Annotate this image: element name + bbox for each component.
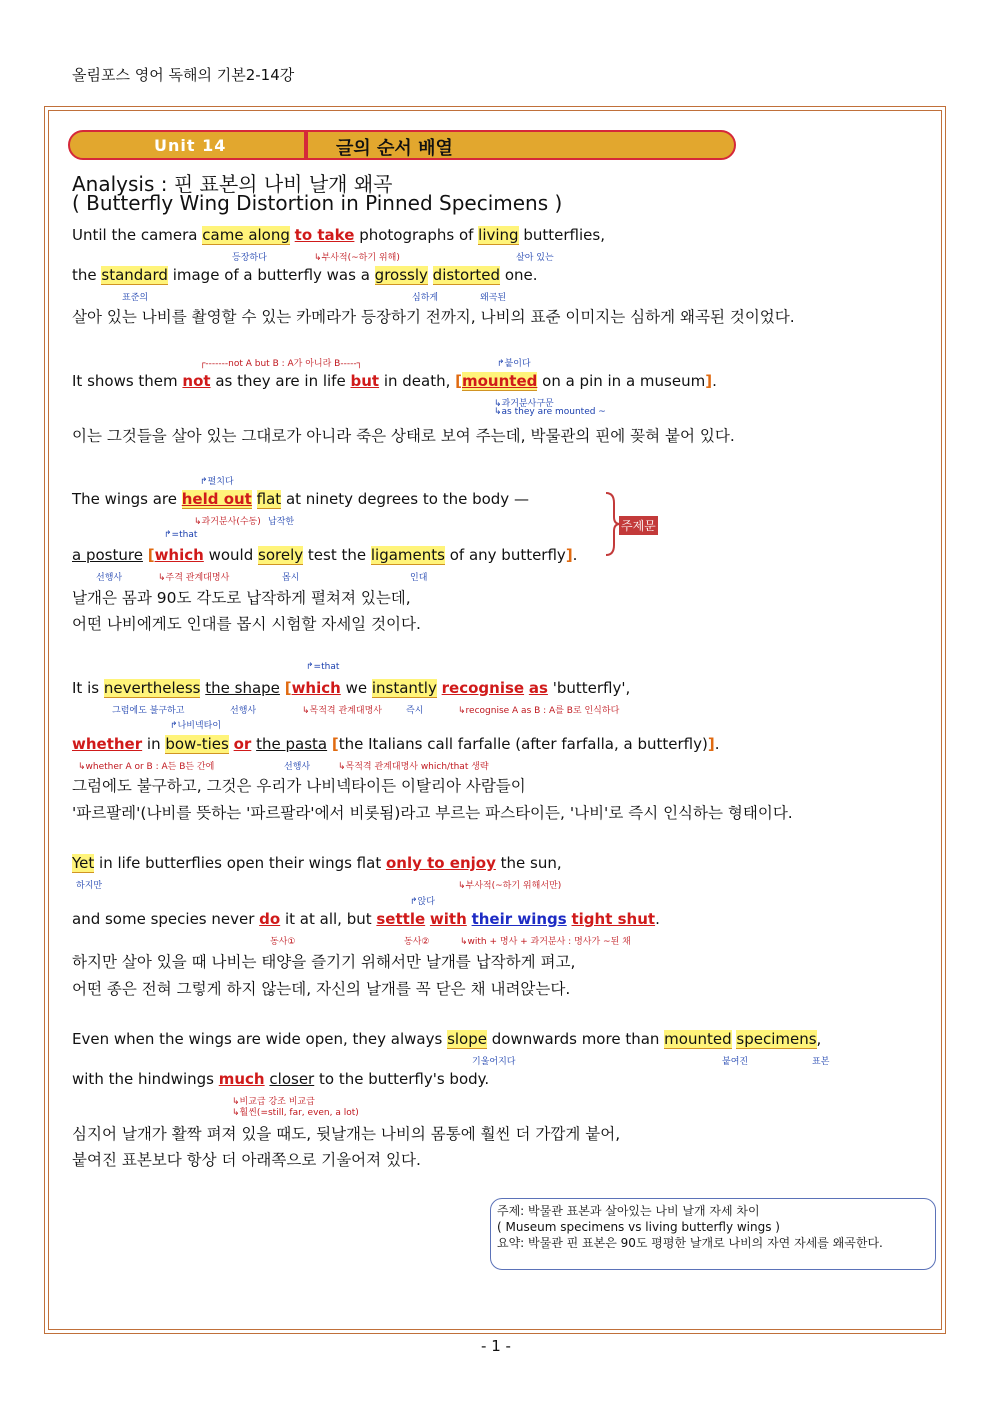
note: ↱앉다 [410,897,435,907]
kw-or: or [233,735,252,753]
note: 동사② [404,937,430,947]
p3-line1 [72,490,529,508]
text: The wings are [72,490,182,508]
bracket: ] [707,735,715,753]
kw-which: which [154,546,204,564]
note: ↳비교급 강조 비교급 [232,1097,315,1107]
note: ↳목적격 관계대명사 [302,706,382,716]
note: 붙여진 [722,1057,749,1067]
note: 표본 [812,1057,830,1067]
note: 표준의 [122,293,149,303]
text: we [340,679,372,697]
kw-not: not [182,372,211,390]
text: at ninety degrees to the body — [281,490,529,508]
note: ↳with + 명사 + 과거분사 : 명사가 ~된 채 [460,937,631,947]
note: ↳과거분사(수동) [194,517,261,527]
p6-line2 [72,1070,489,1088]
p1-line1 [72,226,605,244]
kw-do: do [259,910,281,928]
kw-held-out: held out [181,490,252,508]
text: one. [500,266,538,284]
text: image of a butterfly was a [167,266,375,284]
kw-much: much [218,1070,265,1088]
bracket: ] [565,546,573,564]
text: . [714,735,720,753]
antecedent-a-posture: a posture [72,546,143,564]
note: 선행사 [284,762,311,772]
p5-line1 [72,854,562,872]
text: in [142,735,166,753]
antecedent-the-shape: the shape [205,679,280,697]
text: and some species never [72,910,260,928]
note: 몹시 [282,573,300,583]
vocab-yet: Yet [72,854,95,872]
note: ↱붙이다 [497,359,531,369]
vocab-sorely: sorely [258,546,304,564]
text: butterflies, [518,226,605,244]
bracket: [ [284,679,292,697]
note: ↳과거분사구문 [494,399,554,409]
p2-line [72,372,717,390]
note: 납작한 [268,517,295,527]
note: ↳훨씬(=still, far, even, a lot) [232,1108,359,1118]
note: ↱나비넥타이 [170,721,222,731]
text [252,490,257,508]
text: downwards more than [486,1030,665,1048]
text: the [72,266,102,284]
text: would [203,546,259,564]
note: ↳목적격 관계대명사 which/that 생략 [338,762,489,772]
document-header: 올림포스 영어 독해의 기본2-14강 [72,66,295,84]
note: ↳recognise A as B : A를 B로 인식하다 [458,706,620,716]
p5-translation-1: 하지만 살아 있을 때 나비는 태양을 즐기기 위해서만 날개를 납작하게 펴고, [72,953,576,971]
note: 선행사 [230,706,257,716]
kw-whether: whether [72,735,143,753]
text: of any butterfly [444,546,566,564]
note: 등장하다 [232,253,267,263]
note: ↳as they are mounted ~ [494,407,606,417]
note: 심하게 [412,293,439,303]
p6-translation-2: 붙여진 표본보다 항상 더 아래쪽으로 기울어져 있다. [72,1151,421,1169]
p6-line1 [72,1030,821,1048]
note: ┌-------not A but B : A가 아니라 B-----┐ [200,359,362,369]
text: Even when the wings are wide open, they always [72,1030,448,1048]
summary-theme-en: ( Museum specimens vs living butterfly wings ) [497,1220,780,1234]
p1-translation: 살아 있는 나비를 촬영할 수 있는 카메라가 등장하기 전까지, 나비의 표준 이미지는 심하게 왜곡된 것이었다. [72,308,795,326]
text: It is [72,679,104,697]
p4-line1 [72,679,630,697]
kw-to-take: to take [294,226,355,244]
p3-translation-1: 날개은 몸과 90도 각도로 납작하게 펼쳐져 있는데, [72,589,411,607]
note: ↱=that [306,662,340,672]
analysis-title-en: ( Butterfly Wing Distortion in Pinned Specimens ) [72,191,563,215]
p6-translation-1: 심지어 날개가 활짝 펴져 있을 때도, 뒷날개는 나비의 몸통에 훨씬 더 가깝게 붙어, [72,1125,621,1143]
text: as they are in life [210,372,351,390]
bracket: [ [455,372,462,390]
comparative-closer: closer [269,1070,315,1088]
kw-with: with [429,910,467,928]
text: It shows them [72,372,183,390]
p4-translation-2: '파르팔레'(나비를 뜻하는 '파르팔라'에서 비롯됨)라고 부르는 파스타이든, '나비'로 즉시 인식하는 형태이다. [72,804,793,822]
kw-as: as [528,679,548,697]
note: 선행사 [96,573,123,583]
analysis-title-ko: Analysis : 핀 표본의 나비 날개 왜곡 [72,172,393,196]
summary-box [490,1198,936,1270]
p2-translation: 이는 그것들을 살아 있는 그대로가 아니라 죽은 상태로 보여 주는데, 박물관의 핀에 꽂혀 붙어 있다. [72,427,735,445]
note: 그럼에도 불구하고 [112,706,185,716]
summary-text: 요약: 박물관 핀 표본은 90도 평평한 날개로 나비의 자연 자세를 왜곡한다. [497,1236,883,1250]
note: 동사① [270,937,296,947]
p5-translation-2: 어떤 종은 전혀 그렇게 하지 않는데, 자신의 날개를 꼭 닫은 채 내려앉는다. [72,980,571,998]
bracket: [ [147,546,155,564]
note: ↳주격 관계대명사 [158,573,230,583]
text: on a pin in a museum [537,372,706,390]
text: the sun, [495,854,562,872]
banner-divider [304,130,308,160]
kw-recognise: recognise [441,679,525,697]
kw-but: but [350,372,380,390]
vocab-specimens: specimens [736,1030,817,1048]
note: 즉시 [406,706,424,716]
kw-only-to-enjoy: only to enjoy [385,854,496,872]
text: . [712,372,717,390]
text [428,266,433,284]
note: 기울어지다 [472,1057,516,1067]
note: ↳부사적(~하기 위해) [314,253,400,263]
vocab-instantly: instantly [371,679,437,697]
text: photographs of [354,226,479,244]
banner-unit-label: Unit 14 [154,136,227,155]
vocab-flat: flat [256,490,282,508]
text: , [816,1030,822,1048]
text: the Italians call farfalle (after farfalla, a butterfly) [338,735,708,753]
text: 'butterfly', [547,679,631,697]
p4-line2 [72,735,719,753]
page-number: - 1 - [481,1337,511,1355]
p1-line2 [72,266,538,284]
text: test the [303,546,371,564]
banner-title: 글의 순서 배열 [336,138,453,159]
bracket: [ [331,735,339,753]
note: 하지만 [76,881,103,891]
text: in life butterflies open their wings flat [94,854,386,872]
kw-tight-shut: tight shut [571,910,656,928]
note: 왜곡된 [480,293,507,303]
note: ↳부사적(~하기 위해서만) [458,881,562,891]
note: 살아 있는 [516,253,554,263]
note: ↱=that [164,530,198,540]
vocab-came-along: came along [202,226,290,244]
vocab-standard: standard [101,266,168,284]
kw-which: which [291,679,341,697]
kw-settle: settle [376,910,426,928]
vocab-bow-ties: bow-ties [165,735,229,753]
summary-theme: 주제: 박물관 표본과 살아있는 나비 날개 자세 차이 [497,1204,760,1218]
text: Until the camera [72,226,203,244]
text: . [572,546,578,564]
note: ↳whether A or B : A든 B든 간에 [78,762,215,772]
text: to the butterfly's body. [314,1070,490,1088]
theme-sentence-badge: 주제문 [619,516,658,535]
text: . [655,910,660,928]
p4-translation-1: 그럼에도 불구하고, 그것은 우리가 나비넥타이든 이탈리아 사람들이 [72,777,526,795]
p3-line2 [72,546,577,564]
unit-banner [68,130,736,160]
vocab-living: living [478,226,519,244]
note: ↱펼치다 [200,477,234,487]
vocab-grossly: grossly [374,266,428,284]
text: with the hindwings [72,1070,219,1088]
p3-translation-2: 어떤 나비에게도 인대를 몹시 시험할 자세일 것이다. [72,615,421,633]
p5-line2 [72,910,660,928]
text: in death, [379,372,456,390]
vocab-mounted: mounted [664,1030,732,1048]
antecedent-the-pasta: the pasta [256,735,328,753]
vocab-slope: slope [447,1030,487,1048]
vocab-ligaments: ligaments [370,546,445,564]
vocab-distorted: distorted [432,266,501,284]
note: 인대 [410,573,428,583]
kw-their-wings: their wings [471,910,567,928]
bracket: ] [705,372,713,390]
text: it at all, but [280,910,377,928]
vocab-nevertheless: nevertheless [103,679,201,697]
kw-mounted: mounted [462,372,538,390]
